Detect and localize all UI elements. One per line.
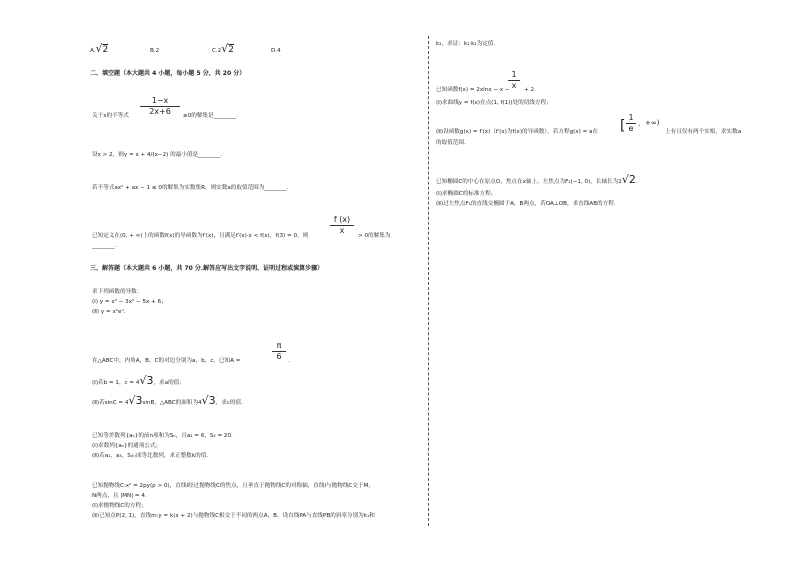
q16-fraction: f (x) x [330, 215, 354, 236]
q17-part-i: (Ⅰ) y = x³ − 3x² − 5x + 6； [92, 299, 167, 305]
q18-text: 在△ABC中，内角A，B，C的对边分别为a，b，c，已知A = [92, 358, 241, 364]
q21-part-i: (Ⅰ)求曲线y = f(x)在点(1, f(1))处的切线方程； [436, 100, 552, 106]
q18-part-i: (Ⅰ)若b = 1，c = 4√3，求a的值； [92, 374, 185, 387]
q19-part-i: (Ⅰ)求数列{aₙ}的通项公式； [92, 443, 162, 449]
q21-bracket: [ [620, 118, 626, 134]
q18-period: . [288, 358, 290, 364]
q21-part-ii-end: 的取值范围. [436, 140, 466, 146]
q20-continued: k₂，求证：k₁·k₂为定值. [436, 41, 496, 47]
q19-part-ii: (Ⅱ)若a₁，a₃，S₍ₖ₎成等比数列，求正整数k的值. [92, 453, 209, 459]
q19-text: 已知等差数列{aₙ}的前n项和为Sₙ，且a₂ = 6，S₃ = 20. [92, 433, 233, 439]
q21-interval-fraction: 1 e [626, 113, 636, 134]
choice-b: B.2 [150, 48, 160, 54]
column-divider [428, 36, 429, 526]
q16-text-after: > 0的解集为 [358, 233, 391, 239]
q15-text: 若不等式ax² + ax − 1 ≤ 0的解集为实数集R，则实数a的取值范围为________. [92, 185, 289, 191]
q17-title: 求下列函数的导数： [92, 289, 143, 295]
q20-text-1: 已知抛物线C:x² = 2py(p > 0)，直线l经过抛物线C的焦点，且垂直于抛物线C的对称轴，直线l与抛物线C交于M， [92, 483, 374, 489]
choice-a: A.√2 [90, 42, 109, 55]
section3-title: 三、解答题（本大题共 6 小题，共 70 分.解答应写出文字说明、证明过程或演算步骤） [90, 265, 324, 272]
choice-c: C.2√2 [212, 42, 234, 55]
q22-text: 已知椭圆C的中心在原点O，焦点在x轴上，左焦点为F₁(−1, 0)，长轴长为2√2. [436, 173, 638, 186]
q13-text: 关于x的不等式 [92, 113, 129, 119]
q20-part-ii: (Ⅱ)已知点P(2, 1)，直线m:y = k(x + 2)与抛物线C相交于不同的两点A，B，设直线PA与直线PB的斜率分别为k₁和 [92, 513, 375, 519]
q20-part-i: (Ⅰ)求抛物线C的方程； [92, 503, 147, 509]
q21-part-ii: (Ⅱ)设函数g(x) = f′(x)（f′(x)为f(x)的导函数），若方程g(x) = a在 [436, 129, 599, 135]
q13-fraction: 1−x 2x+6 [140, 96, 180, 117]
q21-part-ii-cont: 上有且仅有两个实根，求实数a [665, 129, 742, 135]
q21-text-after: + 2. [524, 87, 536, 93]
section2-title: 二、填空题（本大题共 4 小题，每小题 5 分，共 20 分） [90, 70, 246, 77]
q22-part-i: (Ⅰ)求椭圆C的标准方程； [436, 191, 497, 197]
q18-part-ii: (Ⅱ)若sinC = 4√3sinB，△ABC的面积为4√3，求c的值. [92, 394, 243, 407]
choice-d: D.4 [271, 48, 281, 54]
q21-interval-inf: ，+∞) [638, 119, 660, 127]
q20-text-2: N两点，且 |MN| = 4. [92, 493, 147, 499]
q18-fraction: π 6 [272, 341, 286, 362]
q16-text: 已知定义在(0, + ∞)上的函数f(x)的导函数为f′(x)，且满足f′(x)·x < f(x)，f(3) = 0，则 [92, 233, 309, 239]
q17-part-ii: (Ⅱ) y = x²eˣ. [92, 309, 126, 315]
q14-text: 设x > 2，则y = x + 4/(x−2) 的最小值是________. [92, 152, 223, 158]
q16-tail: ________. [92, 243, 117, 249]
q22-part-ii: (Ⅱ)过左焦点F₁的直线交椭圆于A，B两点，若OA⊥OB，求直线AB的方程. [436, 201, 616, 207]
q21-fraction: 1 x [508, 70, 520, 91]
q13-text-after: ≥0的解集是________. [183, 113, 238, 119]
q21-text: 已知函数f(x) = 2xlnx − x − [436, 87, 510, 93]
